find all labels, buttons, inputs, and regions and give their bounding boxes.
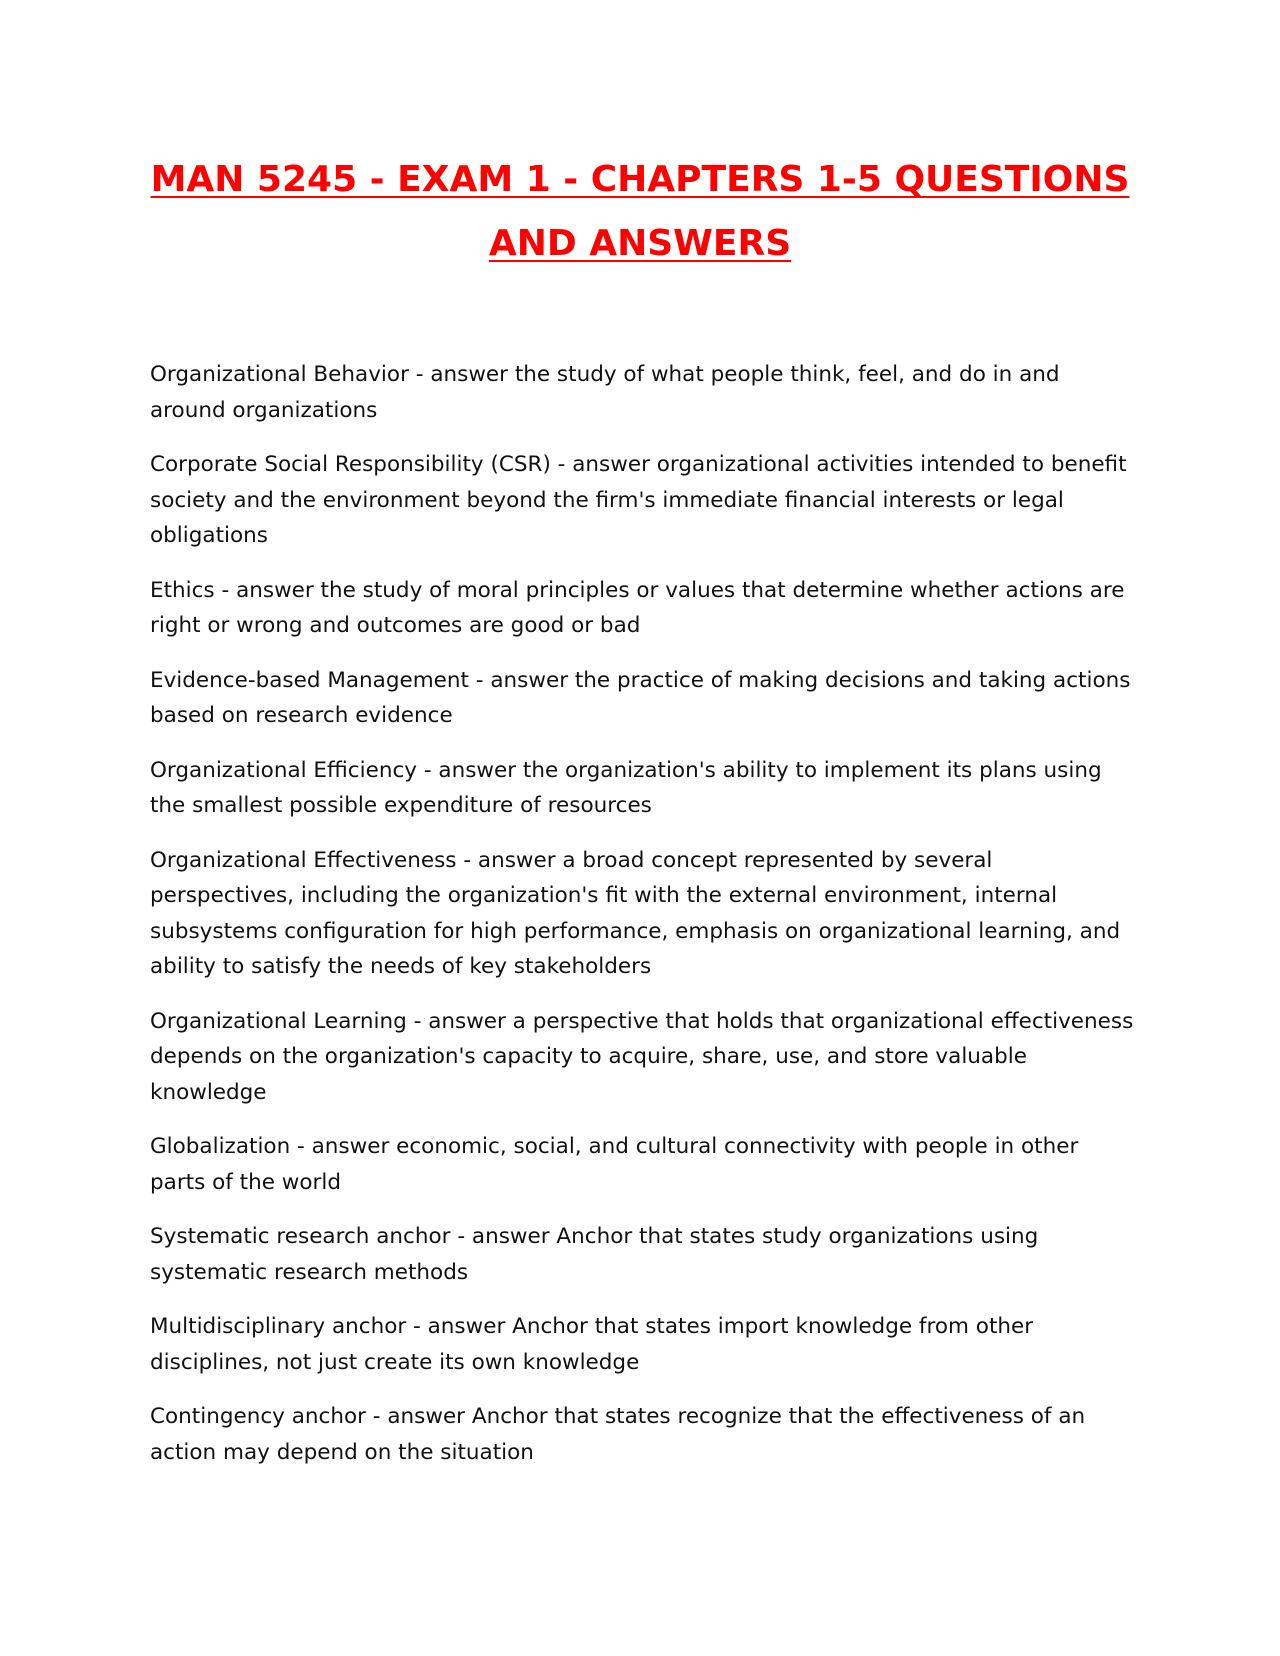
qa-entry: Multidisciplinary anchor - answer Anchor that states import knowledge from other disciplines, not just create its own knowledge <box>150 1314 1034 1375</box>
qa-entry: Organizational Behavior - answer the study of what people think, feel, and do in and around organizations <box>150 362 1060 423</box>
qa-entry: Organizational Efficiency - answer the organization's ability to implement its plans using the smallest possible expenditure of resources <box>150 757 1102 818</box>
document-title: MAN 5245 - EXAM 1 - CHAPTERS 1-5 QUESTIONS AND ANSWERS <box>150 159 1130 264</box>
qa-entry: Organizational Effectiveness - answer a broad concept represented by several perspectives, including the organization's fit with the external environment, internal subsystems configuration for high performance, emphasis on organizational learning, and ability to satisfy the needs of key stakeholders <box>150 847 1121 979</box>
qa-entry: Corporate Social Responsibility (CSR) - answer organizational activities intended to benefit society and the environment beyond the firm's immediate financial interests or legal obligations <box>150 452 1127 548</box>
qa-entry: Ethics - answer the study of moral principles or values that determine whether actions are right or wrong and outcomes are good or bad <box>150 577 1125 638</box>
qa-entry: Contingency anchor - answer Anchor that states recognize that the effectiveness of an action may depend on the situation <box>150 1404 1086 1465</box>
qa-entry: Globalization - answer economic, social, and cultural connectivity with people in other parts of the world <box>150 1134 1079 1195</box>
qa-list <box>150 357 1140 1489</box>
qa-entry: Systematic research anchor - answer Anchor that states study organizations using systematic research methods <box>150 1224 1039 1285</box>
qa-entry: Evidence-based Management - answer the practice of making decisions and taking actions based on research evidence <box>150 667 1131 728</box>
qa-entry: Organizational Learning - answer a perspective that holds that organizational effectiveness depends on the organization's capacity to acquire, share, use, and store valuable knowledge <box>150 1008 1134 1105</box>
